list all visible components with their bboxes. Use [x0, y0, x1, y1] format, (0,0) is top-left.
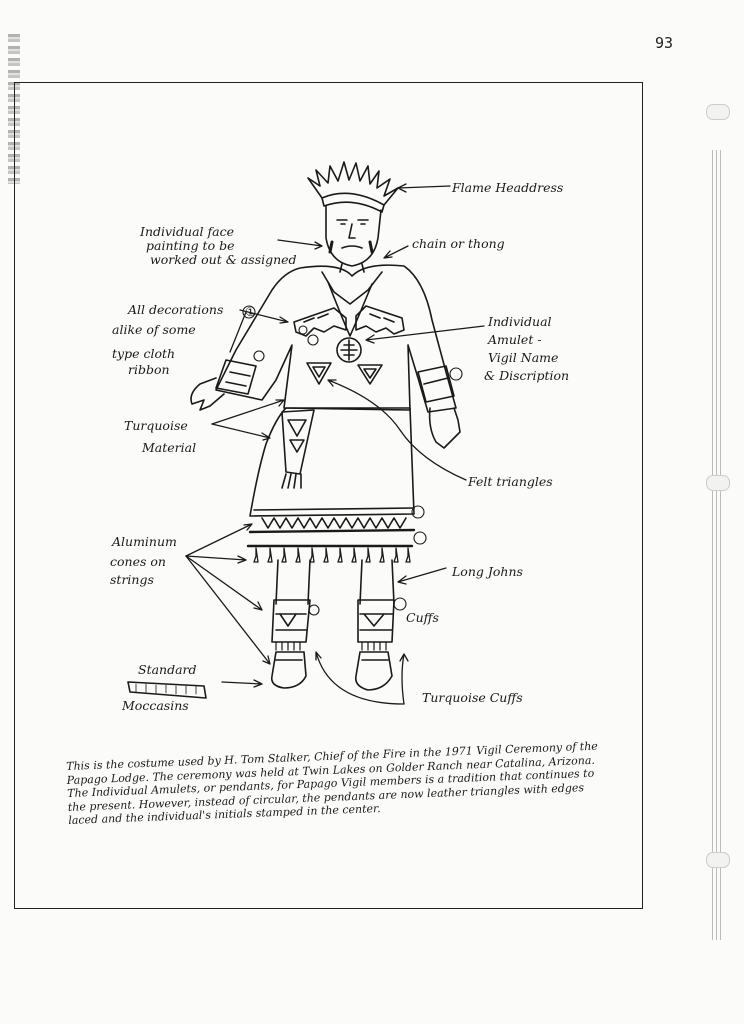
- label-decorations-3: type cloth: [112, 346, 176, 361]
- label-chain-or-thong: chain or thong: [412, 236, 505, 251]
- skirt-border-top: [254, 508, 414, 510]
- label-amulet-2: Amulet -: [488, 332, 542, 347]
- label-long-johns: Long Johns: [452, 564, 523, 579]
- cuff-fringe-right: [362, 642, 386, 650]
- label-moccasins: Moccasins: [122, 698, 189, 713]
- label-aluminum-1: Aluminum: [112, 534, 177, 549]
- felt-triangle-right: [358, 365, 382, 384]
- label-aluminum-3: strings: [110, 572, 154, 587]
- decoration-markers: [243, 306, 462, 615]
- annotation-labels: [110, 180, 569, 713]
- mouth: [342, 246, 362, 248]
- cuff-right: [358, 600, 394, 642]
- skirt-border-bottom: [248, 530, 414, 546]
- label-face-painting-3: worked out & assigned: [150, 252, 297, 267]
- label-decorations-1: All decorations: [128, 302, 224, 317]
- felt-triangle-left: [307, 363, 331, 384]
- label-face-painting-2: painting to be: [146, 238, 235, 253]
- label-felt-triangles: Felt triangles: [468, 474, 553, 489]
- label-aluminum-2: cones on: [110, 554, 166, 569]
- cuff-left: [272, 600, 310, 642]
- label-flame-headdress: Flame Headdress: [452, 180, 564, 195]
- moccasin-right: [356, 652, 392, 690]
- page-number: 93: [655, 34, 674, 52]
- hand-right: [430, 408, 460, 448]
- chest-decoration-left: [294, 308, 346, 336]
- figure-caption: This is the costume used by H. Tom Stalker, Chief of the Fire in the 1971 Vigil Ceremony of the Papago Lodge. The ceremony was held at Twin Lakes on Golder Ranch near Catalina, Arizona. The Individual Amulets, or pendants, for Papago Vigil members is a tradition that continues to the present. However, instead of circular, the pendants are now leather triangles with edges laced and the individual's initials stamped in the center.: [66, 739, 599, 828]
- shirt-drawing: [216, 265, 456, 412]
- moccasin-sample: [128, 682, 206, 698]
- sash-fringe: [282, 474, 301, 488]
- amulet-design: [341, 340, 357, 360]
- label-amulet-3: Vigil Name: [488, 350, 559, 365]
- skirt-zigzag: [262, 518, 406, 528]
- nose: [349, 224, 355, 238]
- label-amulet-4: & Discription: [484, 368, 570, 383]
- face-paint: [330, 242, 372, 252]
- label-standard: Standard: [138, 662, 197, 677]
- chest-decoration-right: [356, 306, 404, 334]
- sash-triangles: [288, 420, 306, 452]
- label-face-painting-1: Individual face: [140, 224, 235, 239]
- headband: [322, 193, 384, 212]
- label-decorations-2: alike of some: [112, 322, 196, 337]
- label-turquoise-1: Turquoise: [124, 418, 188, 433]
- cuff-fringe-left: [276, 642, 300, 650]
- marker-text: ①: [245, 304, 257, 319]
- leg-right-long-johns: [360, 560, 394, 604]
- label-turquoise-cuffs: Turquoise Cuffs: [422, 690, 523, 705]
- leg-left-long-johns: [276, 560, 310, 604]
- label-decorations-4: ribbon: [128, 362, 170, 377]
- moccasin-left: [272, 652, 306, 688]
- turquoise-skirt-drawing: [250, 408, 414, 516]
- head-drawing: [326, 206, 381, 266]
- label-cuffs: Cuffs: [406, 610, 439, 625]
- label-turquoise-2: Material: [142, 440, 197, 455]
- label-amulet-1: Individual: [488, 314, 552, 329]
